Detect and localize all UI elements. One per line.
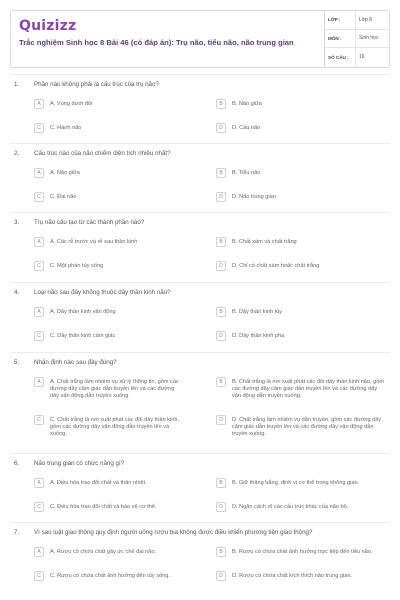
option-text: D. Não trung gian <box>232 193 276 200</box>
option-letter: C <box>34 502 44 512</box>
option-text: B. Não giữa <box>232 100 262 107</box>
option-text: D. Cầu não <box>232 124 261 131</box>
option-a[interactable] <box>34 99 184 109</box>
option-letter: C <box>34 571 44 581</box>
option-text: A. Chất trắng làm nhiệm vụ xử lý thông tin, gồm các đường dây cảm giác dẫn truyền lên và các đường dây vận động dẫn truyền xuống. <box>50 378 179 400</box>
divider <box>10 453 390 454</box>
option-letter: C <box>34 261 44 271</box>
option-c[interactable] <box>34 415 184 439</box>
option-d[interactable] <box>216 502 386 512</box>
meta-value: Sinh học <box>355 30 390 48</box>
worksheet-header <box>10 10 390 68</box>
option-a[interactable] <box>34 307 184 317</box>
meta-value: Lớp 8 <box>355 11 390 29</box>
option-text: C. Hành não <box>50 124 82 131</box>
option-letter: B <box>216 237 226 247</box>
question-text: Não trung gian có chức năng gì? <box>34 460 125 467</box>
option-b[interactable] <box>216 547 386 557</box>
option-text: A. Vùng dưới đồi <box>50 100 93 107</box>
option-text: D. Ngăn cách rõ các cấu trúc khác của não bộ. <box>232 503 349 510</box>
option-text: B. Chất xám và chất trắng <box>232 238 297 245</box>
option-letter: C <box>34 192 44 202</box>
meta-row-subject <box>325 30 390 49</box>
option-letter: B <box>216 377 226 387</box>
option-text: C. Dây thần kinh cảm giác <box>50 332 116 339</box>
option-letter: A <box>34 377 44 387</box>
option-letter: A <box>34 237 44 247</box>
option-text: C. Chất trắng là nơi xuất phát các đôi dây thần kinh, gồm các đường dây vận động dẫn truyền lên và xuống. <box>50 416 179 438</box>
option-letter: C <box>34 415 44 425</box>
option-text: B. Rượu có chứa chất ảnh hưởng trực tiếp đến tiểu não. <box>232 548 373 555</box>
option-text: A. Các rễ trước và rễ sau thần kinh <box>50 238 138 245</box>
option-d[interactable] <box>216 571 386 581</box>
option-letter: D <box>216 571 226 581</box>
meta-row-count <box>325 48 390 67</box>
question-number: 2. <box>14 150 20 157</box>
option-text: A. Dây thần kinh vận động <box>50 308 116 315</box>
meta-label: LỚP : <box>328 17 341 23</box>
option-letter: A <box>34 99 44 109</box>
option-c[interactable] <box>34 123 184 133</box>
option-b[interactable] <box>216 99 386 109</box>
option-c[interactable] <box>34 502 184 512</box>
option-a[interactable] <box>34 478 184 488</box>
question-text: Cấu trúc nào của não chiếm diện tích nhiều nhất? <box>34 150 171 157</box>
option-letter: B <box>216 547 226 557</box>
question-text: Nhận định nào sau đây đúng? <box>34 359 117 366</box>
question-text: Vì sao luật giao thông quy định người uống rượu bia không được điều khiển phương tiện giao thông? <box>34 529 313 536</box>
option-letter: D <box>216 192 226 202</box>
question-number: 3. <box>14 219 20 226</box>
option-text: C. Đại não <box>50 193 77 200</box>
option-letter: A <box>34 547 44 557</box>
option-c[interactable] <box>34 571 184 581</box>
option-text: A. Rượu có chứa chất gây ức chế đại não. <box>50 548 157 555</box>
option-d[interactable] <box>216 192 386 202</box>
question-number: 1. <box>14 81 20 88</box>
question-text: Trụ não cấu tạo từ các thành phần nào? <box>34 219 145 226</box>
question-number: 4. <box>14 289 20 296</box>
option-b[interactable] <box>216 478 386 488</box>
divider <box>10 352 390 353</box>
option-d[interactable] <box>216 123 386 133</box>
option-d[interactable] <box>216 331 386 341</box>
question-number: 7. <box>14 529 20 536</box>
option-text: C. Điều hòa trao đổi chất và bảo vệ cơ thể. <box>50 503 157 510</box>
option-b[interactable] <box>216 377 386 401</box>
option-text: A. Điều hòa trao đổi chất và thân nhiệt. <box>50 479 147 486</box>
option-letter: D <box>216 261 226 271</box>
option-b[interactable] <box>216 237 386 247</box>
option-c[interactable] <box>34 192 184 202</box>
option-letter: D <box>216 331 226 341</box>
option-text: B. Tiểu não <box>232 169 261 176</box>
option-letter: D <box>216 123 226 133</box>
option-letter: C <box>34 331 44 341</box>
option-a[interactable] <box>34 377 184 401</box>
option-b[interactable] <box>216 168 386 178</box>
meta-row-class <box>325 11 390 30</box>
meta-label: SỐ CÂU : <box>328 54 349 60</box>
option-letter: D <box>216 502 226 512</box>
option-letter: B <box>216 478 226 488</box>
worksheet-title: Trắc nghiệm Sinh học 8 Bài 46 (có đáp án): Trụ não, tiểu não, não trung gian <box>19 38 294 47</box>
divider <box>10 74 390 75</box>
option-text: C. Rượu có chứa chất ảnh hưởng đến tủy sống. <box>50 572 170 579</box>
question-text: Loại não sau đây không thuộc dây thần kinh não? <box>34 289 171 296</box>
divider <box>10 282 390 283</box>
question-number: 5. <box>14 359 20 366</box>
option-letter: C <box>34 123 44 133</box>
question-number: 6. <box>14 460 20 467</box>
option-letter: A <box>34 478 44 488</box>
option-letter: A <box>34 168 44 178</box>
option-d[interactable] <box>216 415 386 439</box>
question-text: Phần nào không phải là cấu trúc của trụ não? <box>34 81 159 88</box>
option-c[interactable] <box>34 331 184 341</box>
option-text: B. Dây thần kinh tủy <box>232 308 283 315</box>
option-letter: A <box>34 307 44 317</box>
option-text: D. Rượu có chứa chất kích thích não trung gian. <box>232 572 352 579</box>
option-text: D. Dây thần kinh pha <box>232 332 285 339</box>
option-letter: B <box>216 307 226 317</box>
option-letter: B <box>216 99 226 109</box>
quizizz-logo: Quizizz <box>19 18 77 34</box>
option-b[interactable] <box>216 307 386 317</box>
option-a[interactable] <box>34 547 184 557</box>
option-letter: B <box>216 168 226 178</box>
option-text: B. Giữ thăng bằng, định vị cơ thể trong không gian. <box>232 479 360 486</box>
divider <box>10 143 390 144</box>
meta-value: 16 <box>355 48 390 67</box>
option-letter: D <box>216 415 226 425</box>
meta-label: MÔN : <box>328 35 342 41</box>
option-text: B. Chất trắng là nơi xuất phát các đôi dây thần kinh não, gồm các đường dây cảm giác dẫn truyền lên và các đường dây vận động dẫn truyền xuống. <box>232 378 384 400</box>
option-text: D. Chất trắng làm nhiệm vụ dẫn truyền, gồm các đường dây cảm giác dẫn truyền lên và các đường dây vận động dẫn truyền xuống. <box>232 416 382 438</box>
divider <box>10 212 390 213</box>
option-text: D. Chỉ có chất xám hoặc chất trắng <box>232 262 320 269</box>
meta-table <box>324 11 390 67</box>
option-a[interactable] <box>34 168 184 178</box>
option-text: A. Não giữa <box>50 169 80 176</box>
option-a[interactable] <box>34 237 184 247</box>
option-c[interactable] <box>34 261 184 271</box>
divider <box>10 522 390 523</box>
option-text: C. Một phần tủy sống <box>50 262 104 269</box>
option-d[interactable] <box>216 261 386 271</box>
